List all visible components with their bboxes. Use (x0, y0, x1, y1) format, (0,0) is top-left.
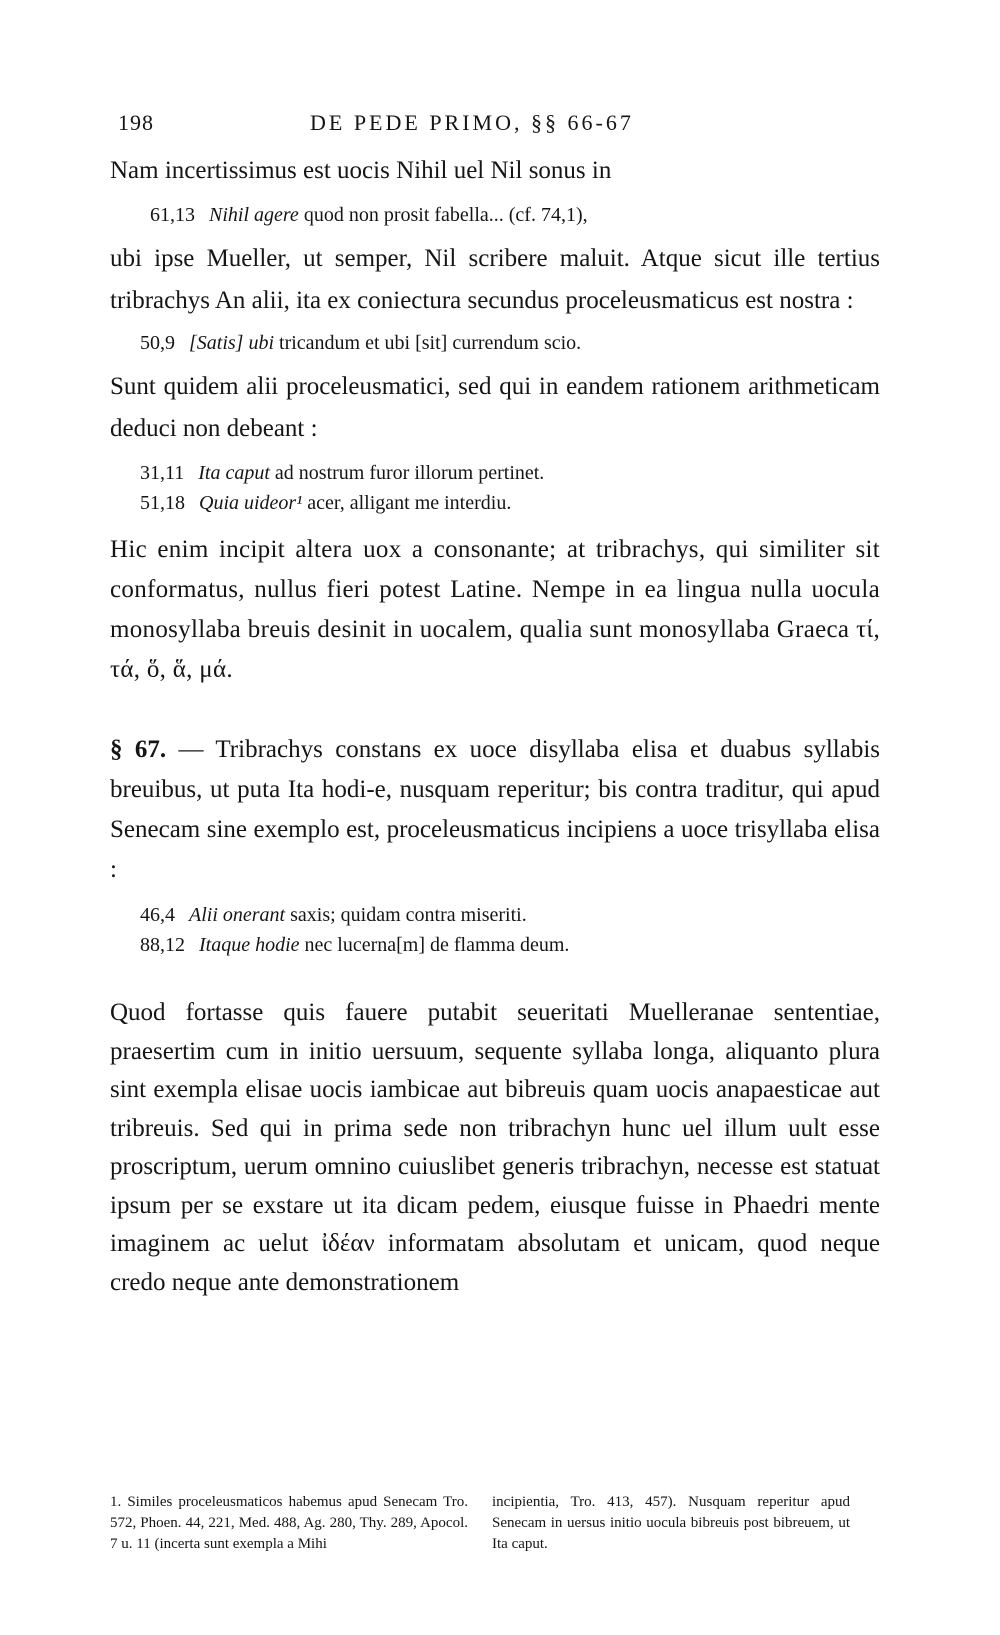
example-text: quod non prosit fabella... (cf. 74,1), (303, 204, 588, 226)
example-list-1 (110, 458, 880, 518)
example-text: saxis; quidam contra miseriti. (290, 904, 527, 926)
example-list-2 (110, 900, 880, 960)
paragraph-3: Sunt quidem alii proceleusmatici, sed qui in eandem rationem arithmeticam deduci non debeant : (110, 373, 880, 442)
example-bracket: [Satis] ubi (189, 332, 275, 354)
example-50-9 (110, 328, 880, 358)
section-text: — Tribrachys constans ex uoce disyllaba elisa et duabus syllabis breuibus, ut puta Ita hodi-e, nusquam reperitur; bis contra traditur, qui apud Senecam sine exemplo est, proceleusmaticus incipiens a uoce trisyllaba elisa : (110, 736, 880, 883)
footnotes (110, 1492, 850, 1555)
footnote-left: 1. Similes proceleusmaticos habemus apud Senecam Tro. 572, Phoen. 44, 221, Med. 488, Ag. 280, Thy. 289, Apocol. 7 u. 11 (incerta sunt exempla a Mihi (110, 1494, 468, 1552)
running-header (110, 110, 880, 150)
example-row (140, 930, 880, 960)
example-row (140, 900, 880, 930)
page-content (110, 110, 880, 1302)
example-ref: 61,13 (150, 204, 195, 226)
example-italic: Quia uideor¹ (199, 492, 303, 514)
example-ref: 88,12 (140, 934, 185, 956)
paragraph-2: ubi ipse Mueller, ut semper, Nil scribere maluit. Atque sicut ille tertius tribrachys An alii, ita ex coniectura secundus proceleusmaticus est nostra : (110, 245, 880, 314)
example-ref: 50,9 (140, 332, 175, 354)
paragraph-1: Nam incertissimus est uocis Nihil uel Nil sonus in (110, 157, 612, 184)
example-ref: 51,18 (140, 492, 185, 514)
example-text: acer, alligant me interdiu. (307, 492, 512, 514)
example-italic: Itaque hodie (199, 934, 300, 956)
example-ref: 46,4 (140, 904, 175, 926)
footnote-right: incipientia, Tro. 413, 457). Nusquam reperitur apud Senecam in uersus initio uocula bibreuis post bibreuem, ut Ita caput. (492, 1494, 850, 1552)
example-row (140, 488, 880, 518)
page-number: 198 (118, 110, 154, 135)
example-text: tricandum et ubi [sit] currendum scio. (279, 332, 582, 354)
section-marker: § 67. (110, 736, 167, 763)
paragraph-section-67 (110, 730, 880, 890)
example-italic: Ita caput (198, 462, 270, 484)
example-61-13 (110, 200, 880, 230)
example-ref: 31,11 (140, 462, 185, 484)
example-row (140, 458, 880, 488)
running-title: DE PEDE PRIMO, §§ 66-67 (310, 110, 634, 135)
example-italic: Alii onerant (189, 904, 286, 926)
paragraph-4: Hic enim incipit altera uox a consonante; at tribrachys, qui similiter sit conformatus, nullus fieri potest Latine. Nempe in ea lingua nulla uocula monosyllaba breuis desinit in uocalem, qualia sunt monosyllaba Graeca τί, τά, ὅ, ἅ, μά. (110, 536, 880, 683)
example-text: nec lucerna[m] de flamma deum. (304, 934, 570, 956)
paragraph-6: Quod fortasse quis fauere putabit seueritati Muelleranae sententiae, praesertim cum in initio uersuum, sequente syllaba longa, aliquanto plura sint exempla elisae uocis iambicae aut bibreuis quam uocis anapaesticae aut tribreuis. Sed qui in prima sede non tribrachyn hunc uel illum uult esse proscriptum, uerum omnino cuiuslibet generis tribrachyn, necesse est statuat ipsum per se exstare ut ita dicam pedem, eiusque fuisse in Phaedri mente imaginem ac uelut ἰδέαν informatam absolutam et unicam, quod neque credo neque ante demonstrationem (110, 999, 880, 1296)
example-italic: Nihil agere (209, 204, 299, 226)
example-text: ad nostrum furor illorum pertinet. (274, 462, 545, 484)
